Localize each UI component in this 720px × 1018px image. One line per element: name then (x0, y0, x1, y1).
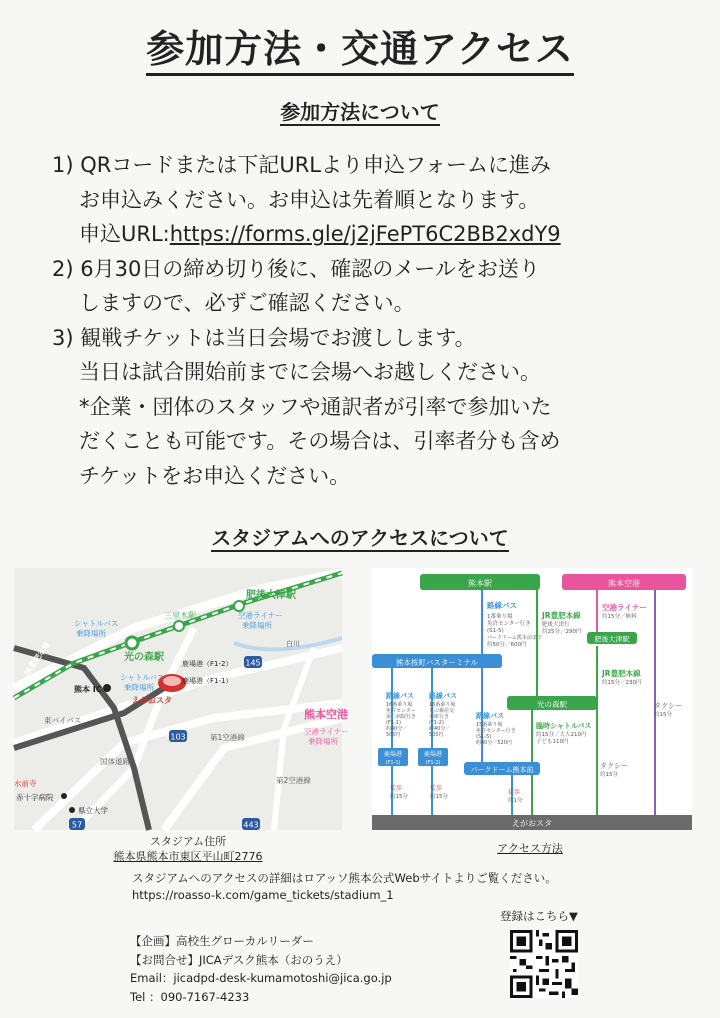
svg-text:免許センター行き: 免許センター行き (487, 621, 531, 627)
contact-info (130, 932, 510, 1006)
access-note-url[interactable]: https://roasso-k.com/game_tickets/stadium_1 (132, 888, 394, 902)
svg-text:光の森産交: 光の森産交 (429, 708, 455, 714)
label-suizenji: 水前寺 (14, 779, 37, 788)
access-note (132, 870, 692, 904)
label-university: 県立大学 (78, 806, 108, 815)
label-hospital: 赤十字病院 (16, 793, 54, 802)
address-text: 熊本県熊本市東区平山町2776 (113, 850, 263, 863)
svg-text:約15分／大人210円: 約15分／大人210円 (536, 732, 587, 738)
svg-text:肥後大津行: 肥後大津行 (542, 622, 570, 628)
svg-text:(F1-2): (F1-2) (429, 720, 444, 726)
svg-text:15番乗り場: 15番乗り場 (476, 722, 503, 728)
svg-text:約15分: 約15分 (390, 794, 408, 800)
address-title: スタジアム住所 (149, 835, 227, 848)
label-shuttle-2: シャトルバス (120, 673, 165, 682)
tel-text[interactable]: Tel ：090-7167-4233 (130, 989, 250, 1004)
access-route-diagram (372, 568, 692, 830)
label-shuttle-1: シャトルバス (74, 619, 119, 628)
svg-text:パークドーム熊本前: パークドーム熊本前 (470, 766, 534, 774)
stadium-map (14, 568, 349, 830)
participation-steps (52, 148, 692, 493)
svg-text:(F1-2): (F1-2) (425, 760, 441, 766)
step-line: 2) 6月30日の締め切り後に、確認のメールをお送り (52, 256, 540, 281)
label-bypass: 東バイパス (44, 716, 82, 725)
station-marker (234, 601, 244, 611)
svg-text:16番乗り場: 16番乗り場 (429, 702, 456, 708)
svg-text:熊本空港: 熊本空港 (608, 579, 640, 588)
svg-text:(S1-5): (S1-5) (476, 734, 492, 740)
label-road-1: 第1空港線 (210, 733, 245, 742)
label-liner: 空港ライナー (238, 611, 283, 620)
section-heading-participation: 参加方法について (280, 100, 440, 124)
access-note-text: スタジアムへのアクセスの詳細はロアッソ熊本公式Webサイトよりご覧ください。 (132, 871, 557, 885)
svg-text:光の森駅: 光の森駅 (537, 700, 567, 709)
label-hikarinomori: 光の森駅 (124, 652, 164, 663)
svg-text:路線バス: 路線バス (476, 712, 504, 720)
svg-text:タクシー: タクシー (654, 702, 682, 710)
step-url-line (52, 217, 692, 252)
svg-text:(F1-1): (F1-1) (386, 720, 401, 726)
label-road-2: 第2空港線 (276, 776, 311, 785)
svg-text:路線バス: 路線バス (386, 692, 414, 700)
station-marker (174, 621, 184, 631)
svg-text:路線バス: 路線バス (487, 601, 517, 610)
label-stop-f1-2: 鹿場港（F1-2） (182, 660, 233, 668)
label-stadium: えがおスタ (132, 696, 172, 705)
svg-text:500円: 500円 (429, 732, 444, 738)
step-line: 当日は試合開始前までに会場へお越しください。 (79, 360, 541, 384)
svg-text:臨時シャトルバス: 臨時シャトルバス (536, 722, 592, 730)
svg-text:約1分: 約1分 (508, 798, 523, 804)
svg-text:約15分: 約15分 (430, 794, 448, 800)
svg-text:約50分／600円: 約50分／600円 (487, 642, 527, 648)
svg-text:路線バス: 路線バス (429, 692, 457, 700)
svg-text:肥後大津駅: 肥後大津駅 (594, 635, 630, 644)
svg-text:1番乗り場: 1番乗り場 (487, 614, 513, 620)
svg-text:約25分／290円: 約25分／290円 (542, 629, 582, 635)
svg-text:徒歩: 徒歩 (508, 789, 521, 796)
svg-text:約40分／520円: 約40分／520円 (476, 740, 512, 746)
qr-code-icon[interactable] (510, 930, 578, 998)
organizer-text: 【企画】高校生グローカルリーダー (130, 934, 314, 948)
svg-text:えがおスタ: えがおスタ (512, 819, 552, 828)
url-label: 申込URL: (79, 222, 170, 246)
svg-text:パークドーム熊本前まで: パークドーム熊本前まで (487, 635, 543, 641)
svg-text:約40分／: 約40分／ (386, 726, 408, 732)
contact-text: 【お問合せ】JICAデスク熊本（おのうえ） (130, 952, 348, 967)
label-sanriki: 三里木駅 (164, 611, 196, 620)
svg-text:空港ライナー: 空港ライナー (602, 603, 647, 612)
step-line: 3) 観戦チケットは当日会場でお渡しします。 (52, 325, 476, 350)
station-marker (126, 637, 138, 649)
svg-text:徒歩: 徒歩 (390, 785, 403, 792)
label-jr-line: JR豊肥本線 (22, 640, 52, 678)
svg-text:徒歩: 徒歩 (430, 785, 443, 792)
label-liner-2: 空港ライナー (304, 727, 349, 736)
svg-text:約15分／230円: 約15分／230円 (602, 680, 642, 686)
svg-text:(F1-1): (F1-1) (385, 760, 401, 766)
svg-text:免許センター: 免許センター (386, 708, 416, 714)
svg-text:約15分: 約15分 (654, 712, 672, 718)
svg-text:熊本駅: 熊本駅 (468, 579, 492, 588)
label-liner-b: 乗降場所 (242, 621, 272, 630)
label-kokutai: 国体道路 (100, 757, 130, 766)
svg-text:約15分: 約15分 (600, 772, 618, 778)
section-heading-access: スタジアムへのアクセスについて (211, 526, 509, 550)
step-line: 1) QRコードまたは下記URLより申込フォームに進み (52, 153, 551, 177)
svg-text:16番乗り場: 16番乗り場 (386, 702, 413, 708)
application-url-link[interactable]: https://forms.gle/j2jFePT6C2BB2xdY9 (169, 222, 561, 246)
svg-text:第二病院行き: 第二病院行き (386, 714, 417, 720)
route-57-label: 57 (71, 820, 83, 830)
page-title: 参加方法・交通アクセス (0, 18, 720, 73)
svg-text:熊本桜町バスターミナル: 熊本桜町バスターミナル (395, 658, 479, 667)
route-443-label: 443 (243, 820, 259, 830)
svg-text:約15分／無料: 約15分／無料 (602, 614, 637, 620)
register-label: 登録はこちら▼ (500, 909, 578, 923)
route-103-label: 103 (170, 732, 186, 742)
step-line: お申込みください。お申込は先着順となります。 (79, 187, 540, 212)
step-line: だくことも可能です。その場合は、引率者分も含め (79, 429, 561, 453)
svg-text:タクシー: タクシー (600, 762, 628, 770)
step-line: チケットをお申込ください。 (79, 463, 351, 488)
stadium-address-caption (88, 834, 288, 864)
svg-text:鹿場港: 鹿場港 (383, 751, 403, 758)
svg-text:JR豊肥本線: JR豊肥本線 (542, 611, 581, 620)
label-shirakawa: 白川 (286, 640, 300, 648)
label-shuttle-2b: 乗降場所 (124, 683, 154, 692)
svg-text:500円: 500円 (386, 732, 401, 738)
svg-text:鹿場港: 鹿場港 (423, 751, 443, 758)
step-line: *企業・団体のスタッフや通訳者が引率で参加いた (79, 394, 552, 419)
step-line: しますので、必ずご確認ください。 (79, 291, 415, 315)
svg-text:(S1-5): (S1-5) (487, 628, 504, 634)
route-145-label: 145 (245, 658, 261, 668)
svg-text:約40分／: 約40分／ (429, 726, 451, 732)
label-shuttle-1b: 乗降場所 (76, 629, 106, 638)
svg-text:免許センター行き: 免許センター行き (476, 728, 516, 734)
svg-text:JR豊肥本線: JR豊肥本線 (602, 669, 641, 678)
svg-text:車庫行き: 車庫行き (429, 714, 450, 720)
svg-text:子ども110円: 子ども110円 (536, 739, 569, 745)
email-text[interactable]: Email：jicadpd-desk-kumamotoshi@jica.go.jp (130, 971, 392, 985)
route-caption: アクセス方法 (497, 842, 563, 855)
label-ic: 熊本 IC (74, 685, 102, 694)
label-stop-f1-1: 鹿場港（F1-1） (182, 677, 233, 685)
ic-marker (103, 684, 111, 692)
label-airport: 熊本空港 (304, 708, 348, 721)
label-liner-2b: 乗降場所 (308, 737, 338, 746)
label-higo-ozu: 肥後大津駅 (246, 590, 296, 601)
